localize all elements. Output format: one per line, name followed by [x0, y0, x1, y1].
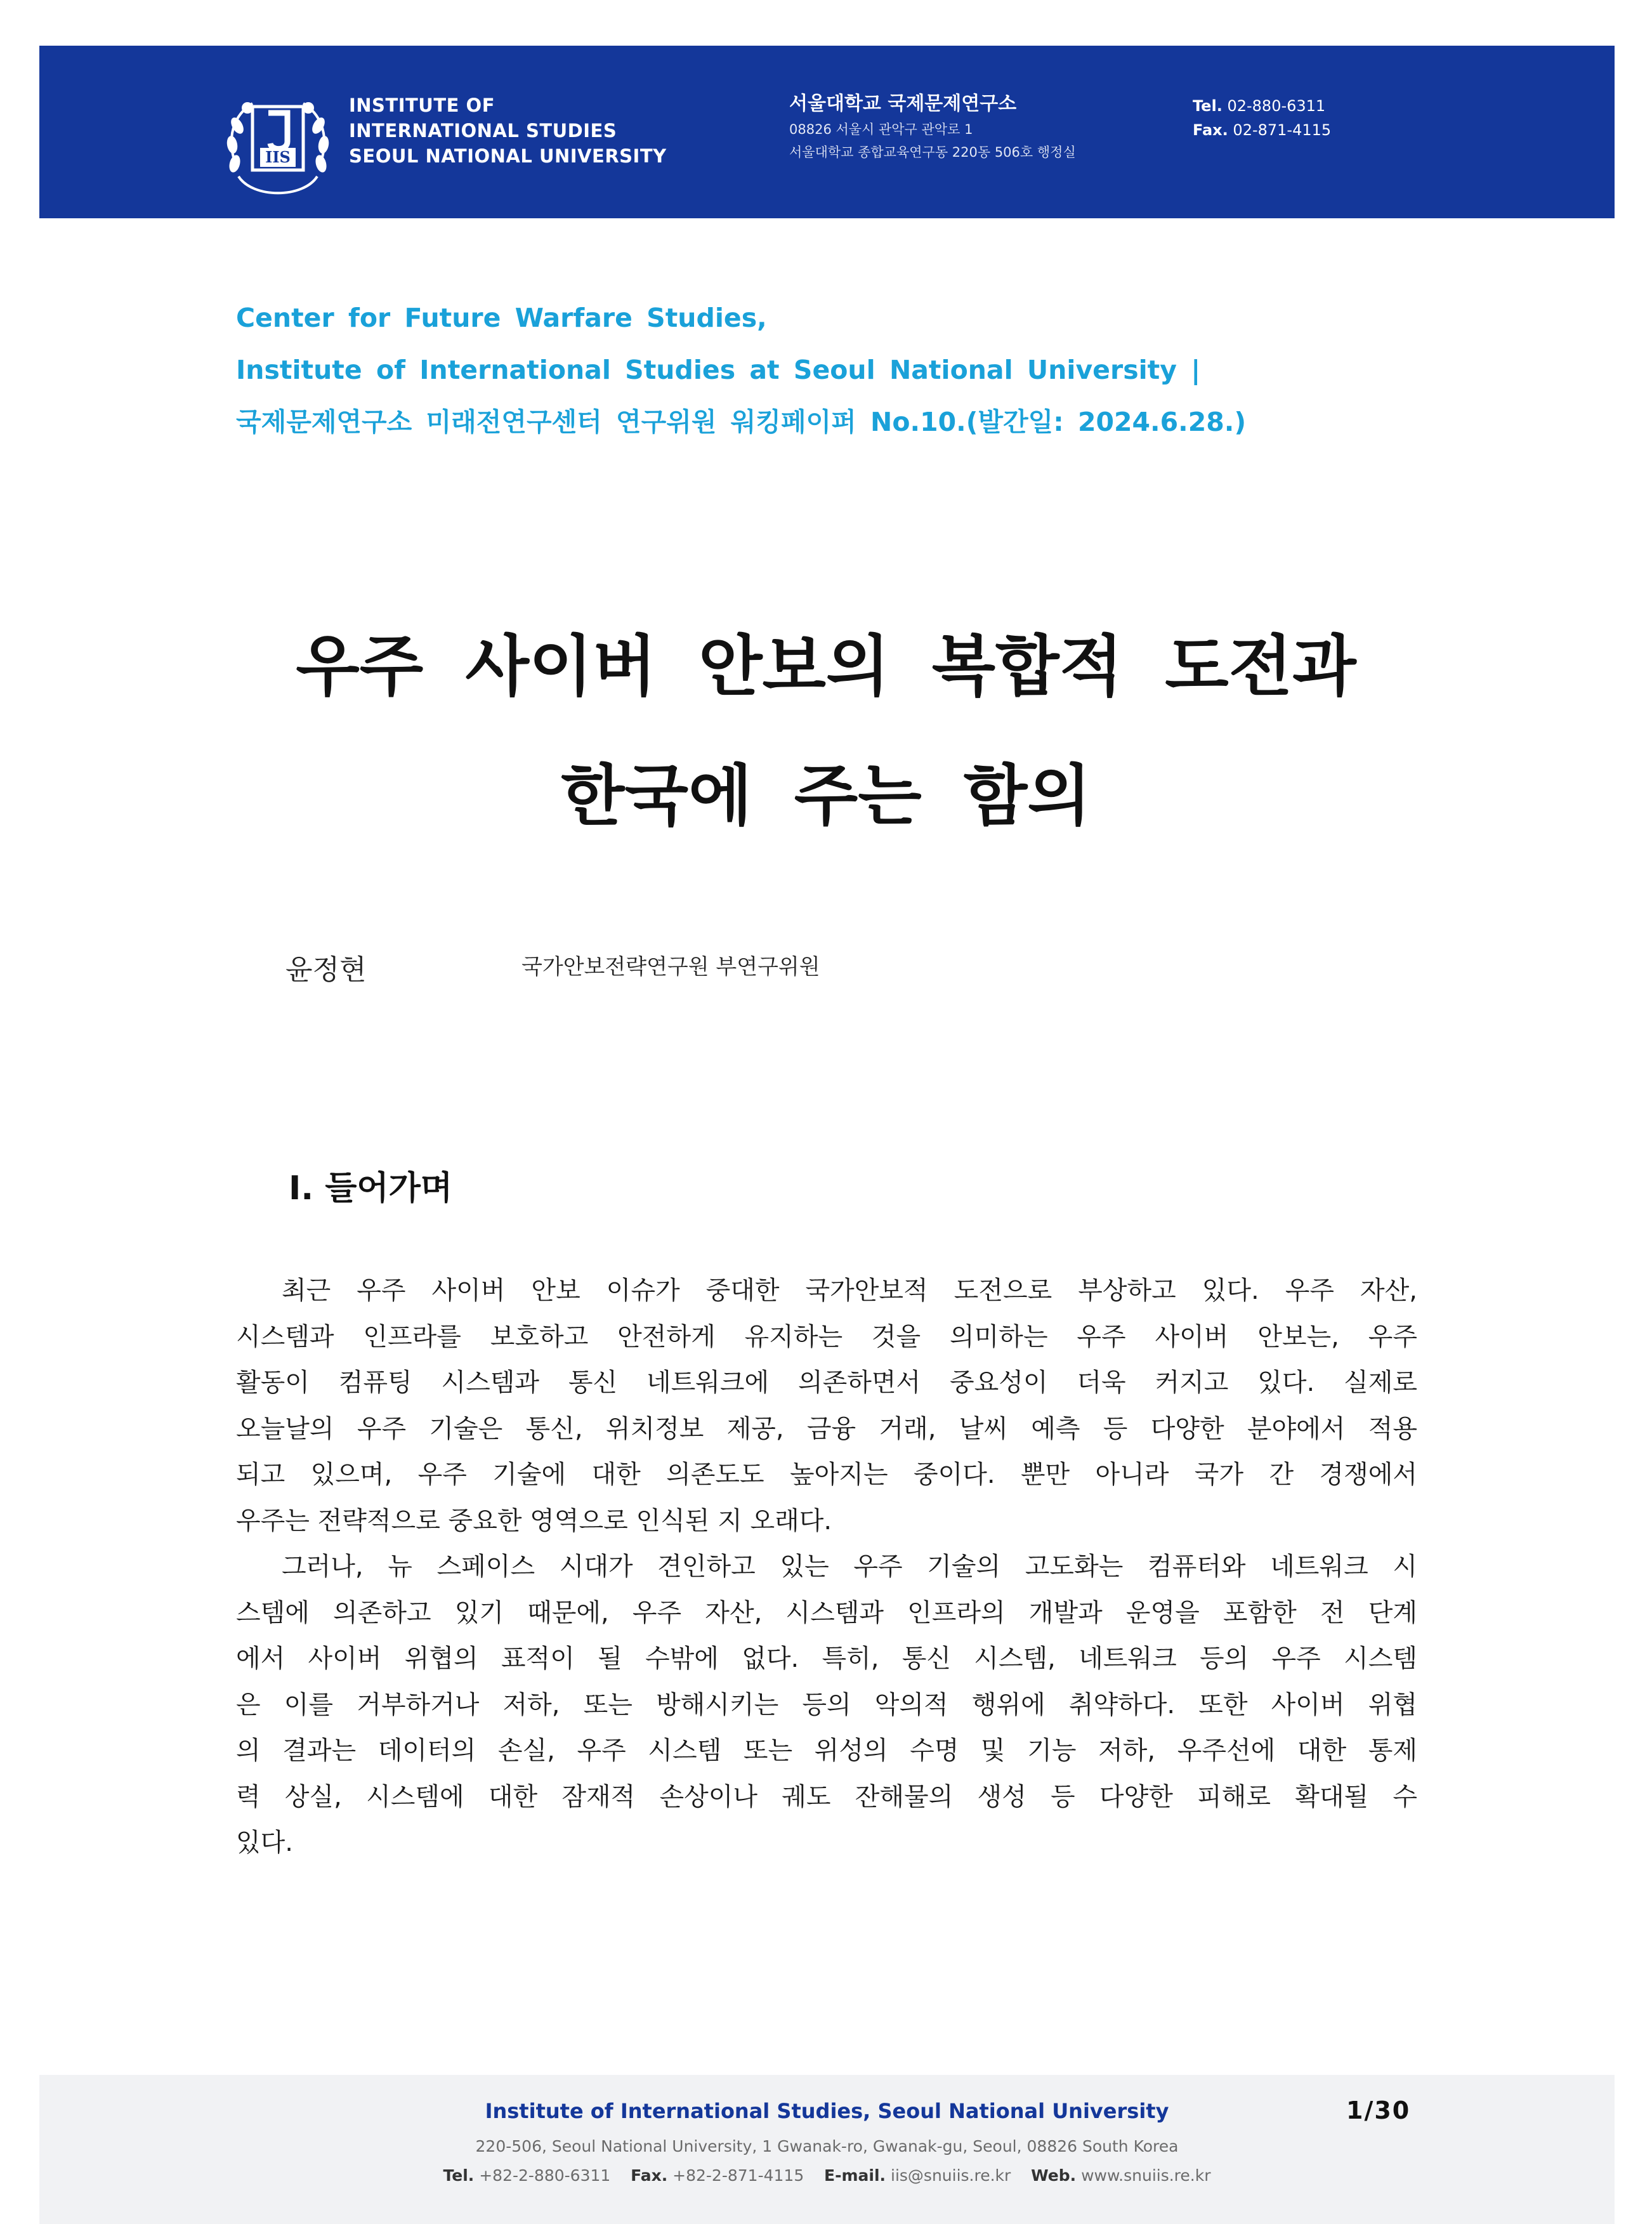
- footer-address: 220-506, Seoul National University, 1 Gwanak-ro, Gwanak-gu, Seoul, 08826 South Korea: [475, 2137, 1179, 2155]
- page-number: 1/30: [1346, 2096, 1411, 2124]
- footer-web-label: Web.: [1031, 2166, 1077, 2185]
- org-name-en-line: INTERNATIONAL STUDIES: [349, 120, 617, 141]
- body-line: 되고 있으며, 우주 기술에 대한 의존도도 높아지는 중이다. 뿐만 아니라 국가 간 경쟁에서: [236, 1460, 1417, 1489]
- section-heading: Ⅰ. 들어가며: [289, 1169, 453, 1207]
- body-line: 의 결과는 데이터의 손실, 우주 시스템 또는 위성의 수명 및 기능 저하, 우주선에 대한 통제: [236, 1736, 1417, 1765]
- footer-fax: +82-2-871-4115: [672, 2166, 804, 2185]
- body-line: 은 이를 거부하거나 저하, 또는 방해시키는 등의 악의적 행위에 취약하다. 또한 사이버 위협: [236, 1690, 1417, 1720]
- org-contact: [1193, 94, 1331, 142]
- footer: [39, 2075, 1615, 2224]
- org-name-en: [349, 93, 667, 169]
- org-address-line2: 서울대학교 종합교육연구동 220동 506호 행정실: [789, 145, 1076, 160]
- footer-tel: +82-2-880-6311: [479, 2166, 611, 2185]
- title-line-1: 우주 사이버 안보의 복합적 도전과: [296, 628, 1356, 705]
- org-name-kr-block: [789, 90, 1076, 164]
- body-line: 그러나, 뉴 스페이스 시대가 견인하고 있는 우주 기술의 고도화는 컴퓨터와 네트워크 시: [282, 1552, 1417, 1581]
- author-name: 윤정현: [285, 954, 367, 986]
- tel-label: Tel.: [1193, 97, 1223, 115]
- footer-fax-label: Fax.: [631, 2166, 668, 2185]
- body-line: 오늘날의 우주 기술은 통신, 위치정보 제공, 금융 거래, 날씨 예측 등 다양한 분야에서 적용: [236, 1414, 1417, 1444]
- paper-title: [0, 602, 1652, 860]
- body-line: 활동이 컴퓨팅 시스템과 통신 네트워크에 의존하면서 중요성이 더욱 커지고 있다. 실제로: [236, 1368, 1417, 1397]
- body-line: 스템에 의존하고 있기 때문에, 우주 자산, 시스템과 인프라의 개발과 운영을 포함한 전 단계: [236, 1598, 1417, 1628]
- footer-tel-label: Tel.: [443, 2166, 475, 2185]
- fax-label: Fax.: [1193, 121, 1228, 139]
- footer-email-label: E-mail.: [824, 2166, 886, 2185]
- footer-contact: [39, 2166, 1615, 2185]
- body-line: 력 상실, 시스템에 대한 잠재적 손상이나 궤도 잔해물의 생성 등 다양한 피해로 확대될 수: [236, 1782, 1417, 1812]
- body-line: 최근 우주 사이버 안보 이슈가 중대한 국가안보적 도전으로 부상하고 있다. 우주 자산,: [282, 1276, 1417, 1305]
- series-line-2: Institute of International Studies at Seoul National University |: [236, 355, 1201, 385]
- body-line: 에서 사이버 위협의 표적이 될 수밖에 없다. 특히, 통신 시스템, 네트워크 등의 우주 시스템: [236, 1644, 1417, 1673]
- fax-value: 02-871-4115: [1233, 121, 1332, 139]
- body-line: 우주는 전략적으로 중요한 영역으로 인식된 지 오래다.: [236, 1506, 832, 1536]
- footer-title: Institute of International Studies, Seoul National University: [485, 2099, 1169, 2123]
- org-name-en-line: SEOUL NATIONAL UNIVERSITY: [349, 145, 667, 167]
- header-band: [39, 46, 1615, 218]
- footer-web-link[interactable]: www.snuiis.re.kr: [1081, 2166, 1211, 2185]
- footer-email-link[interactable]: iis@snuiis.re.kr: [891, 2166, 1011, 2185]
- series-line-3: 국제문제연구소 미래전연구센터 연구위원 워킹페이퍼 No.10.(발간일: 2024.6.28.): [236, 407, 1247, 437]
- org-address-line1: 08826 서울시 관악구 관악로 1: [789, 122, 973, 137]
- svg-text:IIS: IIS: [265, 148, 291, 166]
- org-name-kr: 서울대학교 국제문제연구소: [789, 93, 1017, 115]
- body-line: 시스템과 인프라를 보호하고 안전하게 유지하는 것을 의미하는 우주 사이버 안보는, 우주: [236, 1322, 1417, 1352]
- title-line-2: 한국에 주는 함의: [561, 757, 1091, 834]
- org-name-en-line: INSTITUTE OF: [349, 95, 495, 116]
- body-text: [236, 1268, 1417, 1866]
- snu-emblem-logo: [208, 81, 348, 221]
- body-line: 있다.: [236, 1828, 293, 1857]
- series-info: [236, 292, 1246, 448]
- series-line-1: Center for Future Warfare Studies,: [236, 303, 767, 333]
- tel-value: 02-880-6311: [1227, 97, 1326, 115]
- author-affiliation: 국가안보전략연구원 부연구위원: [521, 954, 820, 980]
